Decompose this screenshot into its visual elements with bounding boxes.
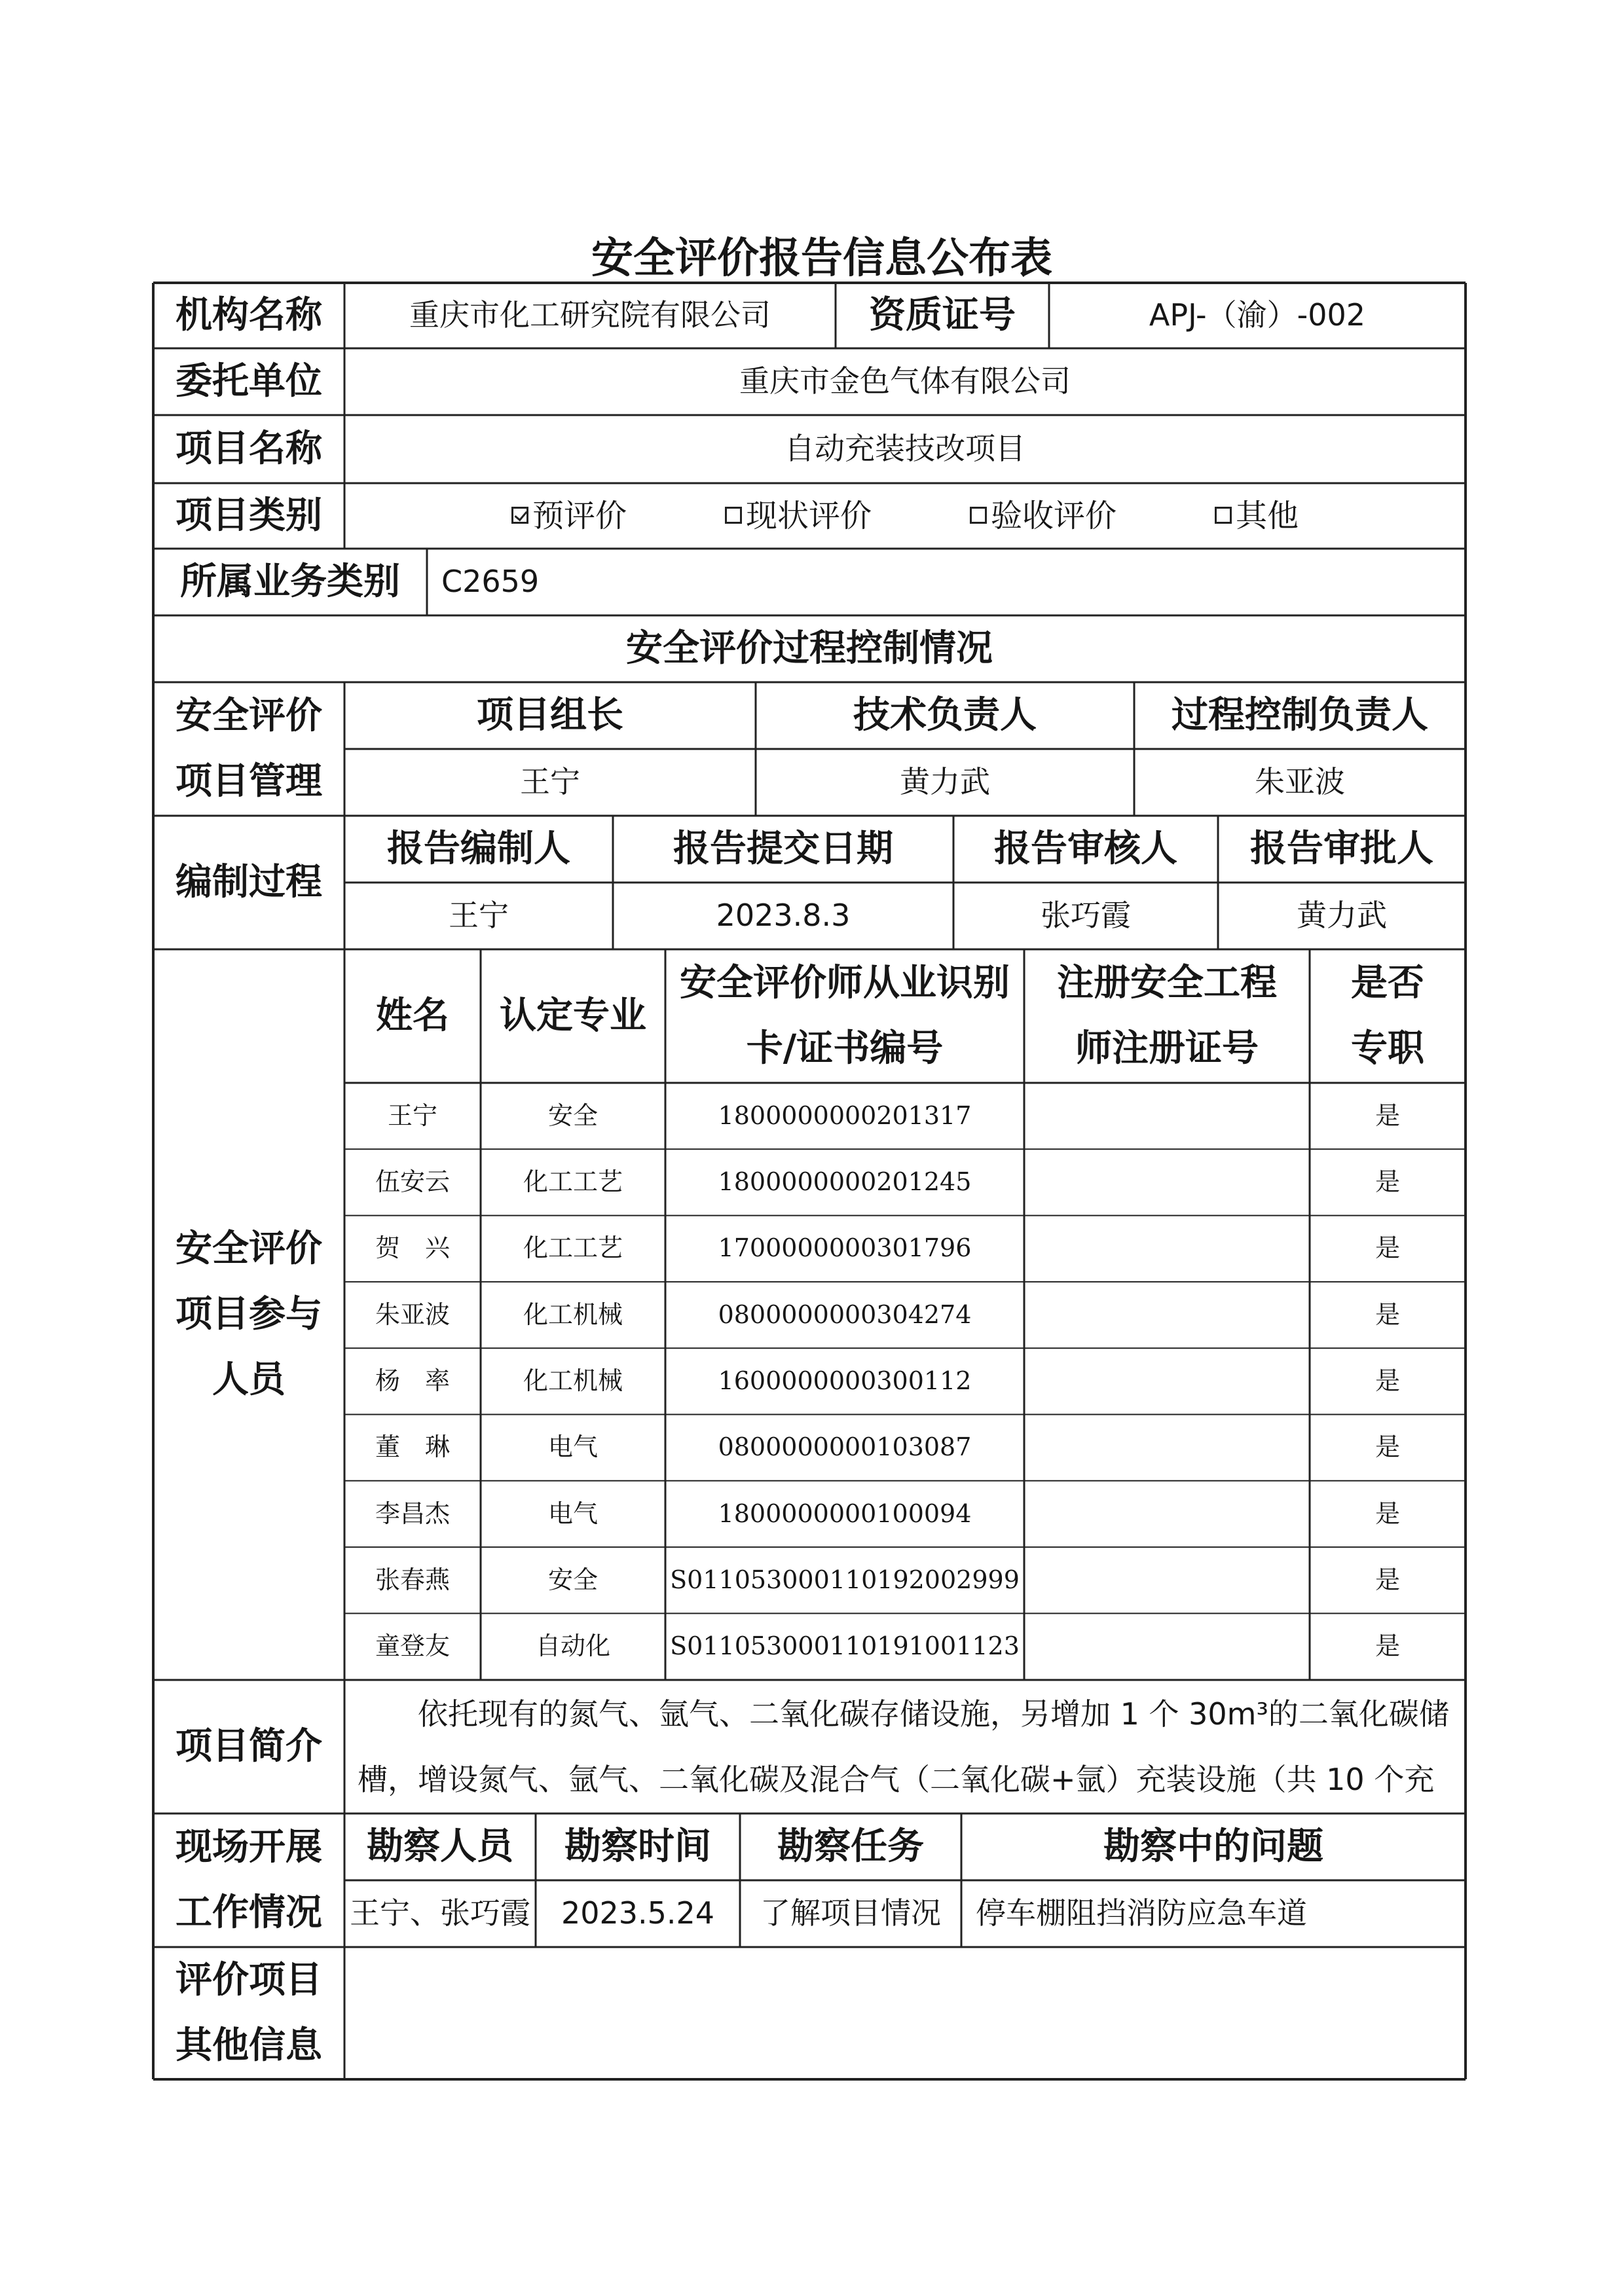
management-value-leader: 王宁	[520, 764, 580, 800]
summary-text-block	[344, 1680, 1466, 1813]
participant-name: 童登友	[375, 1631, 450, 1661]
participant-fulltime: 是	[1375, 1565, 1400, 1594]
header-line: 卡/证书编号	[746, 1027, 944, 1070]
compilation-header-author: 报告编制人	[387, 828, 570, 870]
participant-fulltime: 是	[1375, 1432, 1400, 1462]
participants-label-line: 项目参与	[175, 1293, 322, 1336]
participants-header-card	[665, 949, 1024, 1083]
cert-label: 资质证号	[869, 294, 1016, 337]
participant-card: 1700000000301796	[718, 1233, 972, 1263]
participant-reg	[1024, 1613, 1310, 1679]
management-label-line: 项目管理	[175, 760, 322, 803]
management-header-leader: 项目组长	[477, 694, 623, 737]
header-line: 师注册证号	[1075, 1027, 1259, 1070]
site-label	[153, 1813, 344, 1947]
summary-text: 依托现有的氮气、氩气、二氧化碳存储设施，另增加 1 个 30m³的二氧化碳储槽，增设氮气、氩气、二氧化碳及混合气（二氧化碳+氩）充装设施（共 10 个充	[358, 1696, 1449, 1797]
type-option-acceptance[interactable]	[970, 496, 1116, 536]
compilation-value-date: 2023.8.3	[716, 898, 851, 934]
empty-box-icon	[725, 507, 742, 524]
business-value: C2659	[441, 564, 540, 600]
other-label-line: 评价项目	[175, 1959, 322, 2001]
participant-reg	[1024, 1547, 1310, 1613]
compilation-value-reviewer: 张巧霞	[1041, 898, 1131, 934]
participant-major: 安全	[547, 1101, 598, 1130]
participants-label-line: 安全评价	[175, 1228, 322, 1270]
participant-card: 1800000000201317	[718, 1101, 972, 1130]
site-label-line: 现场开展	[175, 1826, 322, 1868]
participant-major: 电气	[547, 1432, 598, 1462]
participant-reg	[1024, 1282, 1310, 1348]
summary-label: 项目简介	[175, 1725, 322, 1768]
participant-card: 0800000000304274	[718, 1300, 972, 1329]
org-value: 重庆市化工研究院有限公司	[409, 297, 771, 333]
participants-header-fulltime	[1310, 949, 1466, 1083]
participant-card: 1800000000201245	[718, 1167, 972, 1197]
management-value-tech: 黄力武	[900, 764, 990, 800]
compilation-value-author: 王宁	[449, 898, 509, 934]
participant-reg	[1024, 1149, 1310, 1215]
project-label: 项目名称	[175, 428, 322, 470]
participant-card: 0800000000103087	[718, 1432, 972, 1462]
participant-fulltime: 是	[1375, 1499, 1400, 1528]
header-line: 是否	[1351, 962, 1424, 1004]
participant-name: 贺 兴	[375, 1233, 450, 1263]
other-label	[153, 1947, 344, 2079]
site-header-issues: 勘察中的问题	[1103, 1825, 1323, 1868]
participant-card: S011053000110192002999	[670, 1565, 1020, 1594]
site-header-time: 勘察时间	[564, 1825, 711, 1868]
participant-fulltime: 是	[1375, 1366, 1400, 1396]
management-label	[153, 682, 344, 816]
participants-header-name: 姓名	[376, 994, 449, 1037]
participant-reg	[1024, 1216, 1310, 1282]
participant-name: 朱亚波	[375, 1300, 450, 1329]
participant-card: 1600000000300112	[718, 1366, 972, 1396]
type-label: 项目类别	[175, 494, 322, 537]
compilation-header-reviewer: 报告审核人	[994, 828, 1177, 870]
type-option-status[interactable]	[725, 496, 872, 536]
compilation-value-approver: 黄力武	[1297, 898, 1387, 934]
participant-major: 化工工艺	[523, 1167, 623, 1197]
site-label-line: 工作情况	[175, 1891, 322, 1934]
site-value-task: 了解项目情况	[760, 1895, 941, 1931]
participant-reg	[1024, 1415, 1310, 1481]
compilation-header-date: 报告提交日期	[673, 828, 893, 870]
participant-reg	[1024, 1348, 1310, 1414]
type-option-label: 其他	[1236, 498, 1299, 534]
participant-name: 杨 率	[375, 1366, 450, 1396]
business-label: 所属业务类别	[180, 560, 400, 603]
header-line: 注册安全工程	[1057, 962, 1277, 1004]
type-option-label: 预评价	[532, 498, 627, 534]
participant-major: 电气	[547, 1499, 598, 1528]
management-value-control: 朱亚波	[1255, 764, 1345, 800]
participant-reg	[1024, 1481, 1310, 1547]
header-line: 专职	[1351, 1027, 1424, 1070]
project-value: 自动充装技改项目	[784, 431, 1025, 467]
participant-fulltime: 是	[1375, 1233, 1400, 1263]
participants-label-line: 人员	[212, 1358, 286, 1401]
cert-value: APJ-（渝）-002	[1149, 297, 1366, 333]
participant-card: S011053000110191001123	[670, 1631, 1020, 1661]
participant-major: 安全	[547, 1565, 598, 1594]
participants-header-reg	[1024, 949, 1310, 1083]
participant-fulltime: 是	[1375, 1101, 1400, 1130]
empty-box-icon	[970, 507, 987, 524]
site-header-staff: 勘察人员	[367, 1825, 513, 1868]
management-header-tech: 技术负责人	[853, 694, 1037, 737]
other-label-line: 其他信息	[175, 2024, 322, 2067]
participant-name: 张春燕	[375, 1565, 450, 1594]
site-value-issues: 停车棚阻挡消防应急车道	[976, 1895, 1307, 1931]
type-option-label: 现状评价	[745, 498, 872, 534]
empty-box-icon	[1215, 507, 1232, 524]
compilation-label: 编制过程	[175, 861, 322, 903]
participant-name: 董 琳	[375, 1432, 450, 1462]
type-option-pre[interactable]	[511, 496, 627, 536]
site-value-staff: 王宁、张巧霞	[350, 1895, 530, 1931]
site-header-task: 勘察任务	[777, 1825, 924, 1868]
participant-card: 1800000000100094	[718, 1499, 972, 1528]
participant-major: 化工机械	[523, 1366, 623, 1396]
participant-fulltime: 是	[1375, 1300, 1400, 1329]
org-label: 机构名称	[175, 294, 322, 337]
management-header-control: 过程控制负责人	[1172, 694, 1428, 737]
participant-fulltime: 是	[1375, 1631, 1400, 1661]
participant-major: 化工机械	[523, 1300, 623, 1329]
participants-header-major: 认定专业	[500, 994, 646, 1037]
other-value	[344, 1947, 1466, 2079]
process-title: 安全评价过程控制情况	[626, 627, 993, 670]
participants-label	[153, 949, 344, 1680]
participant-major: 自动化	[535, 1631, 610, 1661]
compilation-header-approver: 报告审批人	[1250, 828, 1433, 870]
client-label: 委托单位	[175, 360, 322, 403]
site-value-time: 2023.5.24	[561, 1895, 715, 1931]
participant-major: 化工工艺	[523, 1233, 623, 1263]
participant-reg	[1024, 1083, 1310, 1149]
header-line: 安全评价师从业识别	[680, 962, 1010, 1004]
participant-fulltime: 是	[1375, 1167, 1400, 1197]
client-value: 重庆市金色气体有限公司	[739, 363, 1071, 399]
participant-name: 李昌杰	[375, 1499, 450, 1528]
page-title: 安全评价报告信息公布表	[591, 234, 1052, 283]
management-label-line: 安全评价	[175, 695, 322, 737]
participant-name: 王宁	[387, 1101, 437, 1130]
participant-name: 伍安云	[375, 1167, 450, 1197]
type-option-other[interactable]	[1215, 496, 1299, 536]
type-options	[344, 483, 1466, 549]
type-option-label: 验收评价	[991, 498, 1117, 534]
checked-box-icon	[511, 507, 528, 524]
